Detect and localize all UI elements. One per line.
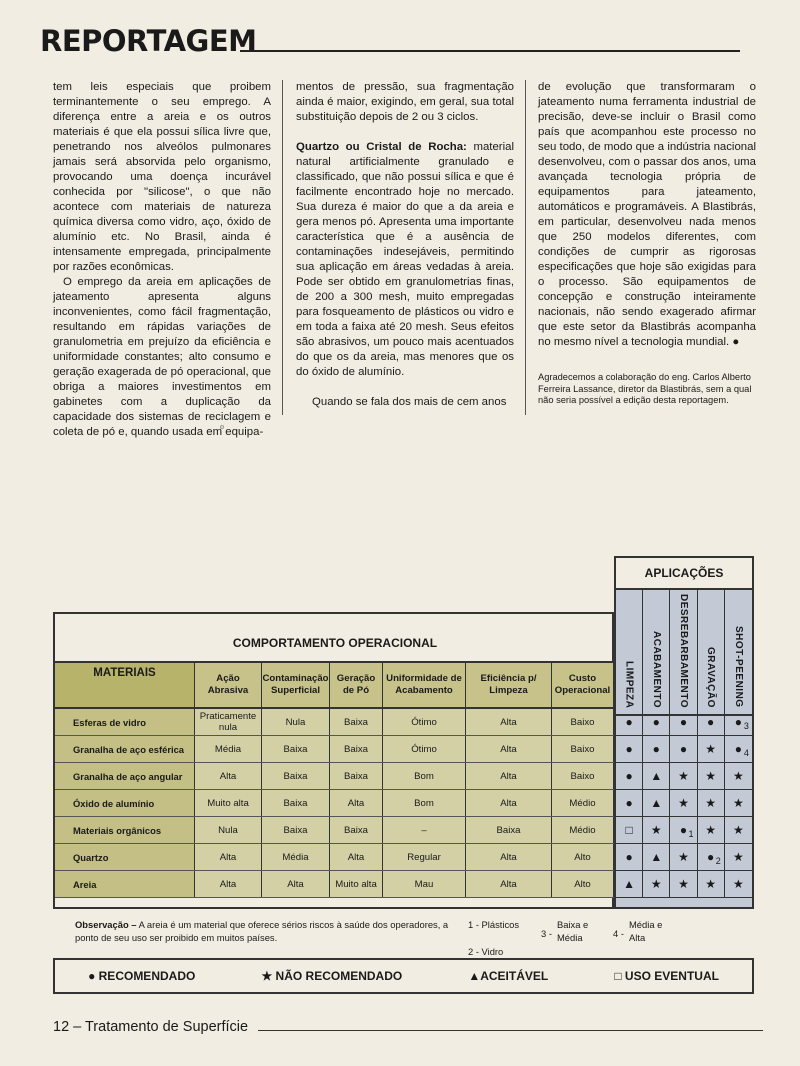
application-symbol: ★	[678, 877, 689, 891]
footnote-ref: 2	[715, 856, 721, 866]
table-cell: Baixa	[330, 763, 383, 789]
page-header	[40, 24, 740, 58]
application-cell	[698, 763, 725, 789]
application-symbol: ▲	[623, 877, 636, 891]
table-cell: Alta	[466, 844, 552, 870]
app-header-limpeza: LIMPEZA	[616, 590, 643, 714]
table-cell: Baixa	[330, 817, 383, 843]
application-symbol: ●	[679, 715, 688, 729]
application-cell	[698, 709, 725, 735]
application-cell	[670, 871, 697, 897]
application-cell	[725, 790, 752, 816]
material-name: Granalha de aço esférica	[55, 736, 195, 762]
table-cell: Alta	[466, 790, 552, 816]
table-cell: Ótimo	[383, 736, 466, 762]
application-symbol: ●	[734, 715, 742, 729]
application-cell	[616, 709, 643, 735]
application-symbol: ●	[679, 742, 688, 756]
application-symbol: ▲	[650, 850, 663, 864]
column-header: Ação Abrasiva	[195, 663, 262, 707]
application-row	[616, 763, 752, 790]
application-symbol: ★	[678, 850, 689, 864]
application-symbol: ★	[650, 877, 662, 891]
header-rule	[240, 50, 740, 52]
application-cell	[643, 736, 670, 762]
table-cell: Muito alta	[330, 871, 383, 897]
table-cell: Alto	[552, 844, 614, 870]
table-cell: Bom	[383, 790, 466, 816]
footnote-ref: 3	[743, 721, 749, 731]
application-symbol: ●	[625, 796, 633, 810]
table-row	[55, 844, 614, 871]
application-symbol: ●	[679, 823, 688, 837]
application-cell	[698, 736, 725, 762]
table-cell: Baixa	[330, 736, 383, 762]
observation	[75, 918, 465, 944]
note-3: Baixa e Média	[557, 919, 589, 943]
application-cell	[670, 709, 697, 735]
application-symbol: ●	[652, 715, 660, 729]
table-cell: Baixa	[466, 817, 552, 843]
column-header: Eficiência p/ Limpeza	[466, 663, 552, 707]
app-header-desrebarbamento: DESREBARBAMENTO	[670, 590, 697, 714]
table-cell: Alta	[466, 736, 552, 762]
note-4: Média e Alta	[629, 919, 663, 943]
application-cell	[643, 844, 670, 870]
application-cell	[725, 736, 752, 762]
column-header: Uniformidade de Acabamento	[383, 663, 466, 707]
table-title: COMPORTAMENTO OPERACIONAL	[232, 636, 438, 650]
paragraph-lead: Quartzo ou Cristal de Rocha:	[296, 141, 467, 153]
application-symbol: ▲	[650, 769, 663, 783]
paragraph: O emprego da areia em aplicações de jateamento apresenta alguns inconvenientes, como fácil fragmentação, resultando em rápidas variações de granulometria em prejuízo da eficiência e uniformidade constantes; alto consumo e geração exagerada de pó operacional, que obriga a maiores investimentos em gabinetes com a duplicação da capacidade dos sistemas de reciclagem e coleta de pó e, quando usada em equipa-	[53, 276, 271, 438]
app-header-shot-peening: SHOT-PEENING	[732, 626, 744, 708]
table-cell: Ótimo	[383, 709, 466, 735]
table-cell: Alta	[466, 871, 552, 897]
application-cell	[616, 844, 643, 870]
table-cell: Muito alta	[195, 790, 262, 816]
application-cell	[670, 736, 697, 762]
table-cell: Alta	[466, 763, 552, 789]
paragraph: tem leis especiais que proibem terminantemente o seu emprego. A diferença entre a areia e os outros materiais é que ela possui sílica livre que, penetrando nos alveólos pulmonares jamais será absorvida pelo organismo, provocando uma doença incurável conhecida por "silicose", o que não acontece com materiais de natureza química diversa como vidro, aço, óxido de alumínio etc. No Brasil, ainda é intensamente empregada, principalmente por razões econômicas.	[53, 81, 271, 273]
applications-headers	[616, 590, 752, 716]
legend-recomendado: ● RECOMENDADO	[88, 969, 196, 983]
application-cell	[616, 763, 643, 789]
table-cell: Baixo	[552, 736, 614, 762]
table-row	[55, 817, 614, 844]
application-cell	[725, 871, 752, 897]
application-symbol: ★	[732, 823, 744, 837]
application-cell	[725, 763, 752, 789]
applications-body	[616, 709, 752, 898]
application-symbol: ▲	[650, 796, 663, 810]
application-symbol: ★	[732, 769, 744, 783]
table-cell: Alto	[552, 871, 614, 897]
column-divider	[282, 80, 283, 415]
table-cell: Alta	[195, 871, 262, 897]
column-header: Contaminação Superficial	[262, 663, 330, 707]
table-cell: Médio	[552, 790, 614, 816]
column-header: Geração de Pó	[330, 663, 383, 707]
application-symbol: ●	[707, 715, 715, 729]
materials-header: MATERIAIS	[55, 661, 195, 709]
application-cell	[670, 844, 697, 870]
application-symbol: ★	[705, 877, 717, 891]
application-symbol: ★	[732, 850, 744, 864]
column-headers	[195, 661, 614, 709]
material-name: Granalha de aço angular	[55, 763, 195, 789]
application-cell	[643, 871, 670, 897]
material-name: Materiais orgânicos	[55, 817, 195, 843]
table-cell: Médio	[552, 817, 614, 843]
table-cell: Regular	[383, 844, 466, 870]
table-cell: Alta	[330, 790, 383, 816]
table-row	[55, 790, 614, 817]
application-symbol: ★	[705, 823, 717, 837]
application-row	[616, 817, 752, 844]
table-cell: Alta	[195, 763, 262, 789]
application-symbol: ★	[678, 796, 689, 810]
footnote-ref: 1	[688, 829, 694, 839]
application-symbol: ★	[705, 769, 717, 783]
legend-uso-eventual: □ USO EVENTUAL	[614, 969, 719, 983]
table-cell: Bom	[383, 763, 466, 789]
applications-title: APLICAÇÕES	[616, 558, 752, 590]
page-footer: 12 – Tratamento de Superfície	[53, 1019, 249, 1035]
note-2: 2 - Vidro	[468, 946, 504, 957]
table-row	[55, 736, 614, 763]
column-header: Custo Operacional	[552, 663, 614, 707]
legend-nao-recomendado: ★ NÃO RECOMENDADO	[261, 969, 403, 983]
table-cell: Média	[262, 844, 330, 870]
application-cell	[698, 844, 725, 870]
application-cell	[643, 817, 670, 843]
app-header-acabamento: ACABAMENTO	[643, 590, 670, 714]
application-row	[616, 709, 752, 736]
paragraph: de evolução que transformaram o jateamento numa ferramenta industrial de precisão, deve-se incluir o Brasil como país que acompanhou este processo no seu todo, de modo que a indústria nacional desenvolveu, com o passar dos anos, uma avançada tecnologia própria de equipamentos para jateamento, automáticos e programáveis. A Blastibrás, em particular, desenvolveu nada menos que 250 modelos diferentes, com condições de cumprir as rigorosas especificações que hoje são exigidas para o processo. São equipamentos de concepção e construção inteiramente nacionais, não sendo exagerado afirmar que este setor da Blastibrás acompanha no mesmo nível a tecnologia mundial. ●	[538, 81, 756, 348]
table-cell: Baixa	[262, 817, 330, 843]
table-cell: Baixa	[330, 709, 383, 735]
application-cell	[643, 709, 670, 735]
application-symbol: ★	[705, 742, 717, 756]
text-column-1	[53, 80, 271, 440]
application-cell	[616, 817, 643, 843]
application-symbol: ★	[732, 877, 744, 891]
note-4-num: 4 -	[613, 928, 624, 939]
acknowledgement: Agradecemos a colaboração do eng. Carlos Alberto Ferreira Lassance, diretor da Blastibrás, sem a qual não seria possível a edição desta reportagem.	[538, 372, 752, 405]
table-cell: Média	[195, 736, 262, 762]
footnote-ref: 4	[743, 748, 749, 758]
note-1: 1 - Plásticos	[468, 919, 520, 930]
table-row	[55, 871, 614, 898]
application-symbol: ★	[705, 796, 717, 810]
application-cell	[670, 817, 697, 843]
application-symbol: □	[625, 823, 633, 837]
application-cell	[670, 790, 697, 816]
table-body	[55, 709, 614, 898]
table-cell: Alta	[330, 844, 383, 870]
table-cell: Baixa	[262, 736, 330, 762]
app-header-gravacao: GRAVAÇÃO	[698, 590, 725, 714]
application-symbol: ★	[732, 796, 744, 810]
application-symbol: ●	[734, 742, 742, 756]
application-row	[616, 844, 752, 871]
application-cell	[725, 709, 752, 735]
application-cell	[698, 790, 725, 816]
observation-text: A areia é um material que oferece sérios riscos à saúde dos operadores, a ponto de seu uso ser proibido em muitos países.	[75, 919, 449, 943]
column-divider	[525, 80, 526, 415]
table-cell: Praticamente nula	[195, 709, 262, 735]
application-symbol: ★	[678, 769, 689, 783]
application-cell	[698, 871, 725, 897]
table-cell: Alta	[262, 871, 330, 897]
application-row	[616, 871, 752, 898]
application-symbol: ●	[652, 742, 660, 756]
paragraph-body: material natural artificialmente granulado e classificado, que não possui sílica e que é facilmente encontrado hoje no mercado. Sua dureza é maior do que a da areia e gera menos pó. Apresenta uma importante característica que é a ausência de contaminações indesejáveis, permitindo sua aplicação em áreas vedadas à areia. Pode ser obtido em granulometrias finas, de 200 a 300 mesh, muito empregadas para fosqueamento de plásticos ou vidro e em toda a faixa até 20 mesh. Seus efeitos são abrasivos, um pouco mais acentuados do que os da areia, mas menores que os do óxido de alumínio.	[296, 141, 514, 378]
application-cell	[616, 871, 643, 897]
text-column-2	[296, 80, 514, 410]
section-title: REPORTAGEM	[40, 24, 257, 58]
table-cell: Baixo	[552, 763, 614, 789]
table-cell: Alta	[466, 709, 552, 735]
material-name: Óxido de alumínio	[55, 790, 195, 816]
application-row	[616, 736, 752, 763]
application-cell	[698, 817, 725, 843]
table-cell: Alta	[195, 844, 262, 870]
paragraph	[296, 140, 514, 380]
table-cell: Baixa	[262, 763, 330, 789]
application-cell	[670, 763, 697, 789]
table-cell: –	[383, 817, 466, 843]
application-cell	[616, 736, 643, 762]
paragraph: Quando se fala dos mais de cem anos	[312, 396, 507, 408]
application-cell	[643, 763, 670, 789]
application-symbol: ●	[625, 769, 633, 783]
speck	[220, 425, 224, 429]
table-row	[55, 709, 614, 736]
application-cell	[643, 790, 670, 816]
legend	[53, 958, 754, 994]
table-row	[55, 763, 614, 790]
application-cell	[616, 790, 643, 816]
application-cell	[725, 844, 752, 870]
application-symbol: ●	[625, 850, 633, 864]
table-cell: Baixo	[552, 709, 614, 735]
material-name: Esferas de vidro	[55, 709, 195, 735]
application-symbol: ●	[625, 715, 633, 729]
legend-aceitavel: ▲ACEITÁVEL	[468, 969, 549, 983]
observation-label: Observação –	[75, 919, 137, 930]
table-cell: Nula	[262, 709, 330, 735]
table-cell: Mau	[383, 871, 466, 897]
material-name: Quartzo	[55, 844, 195, 870]
note-3-num: 3 -	[541, 928, 552, 939]
application-symbol: ★	[650, 823, 662, 837]
table-cell: Baixa	[262, 790, 330, 816]
table-cell: Nula	[195, 817, 262, 843]
application-cell	[725, 817, 752, 843]
application-row	[616, 790, 752, 817]
material-name: Areia	[55, 871, 195, 897]
application-symbol: ●	[707, 850, 715, 864]
paragraph: mentos de pressão, sua fragmentação ainda é maior, exigindo, em geral, sua total substituição depois de 2 ou 3 ciclos.	[296, 81, 514, 123]
application-symbol: ●	[625, 742, 633, 756]
footer-rule	[258, 1030, 763, 1031]
text-column-3	[538, 80, 756, 350]
